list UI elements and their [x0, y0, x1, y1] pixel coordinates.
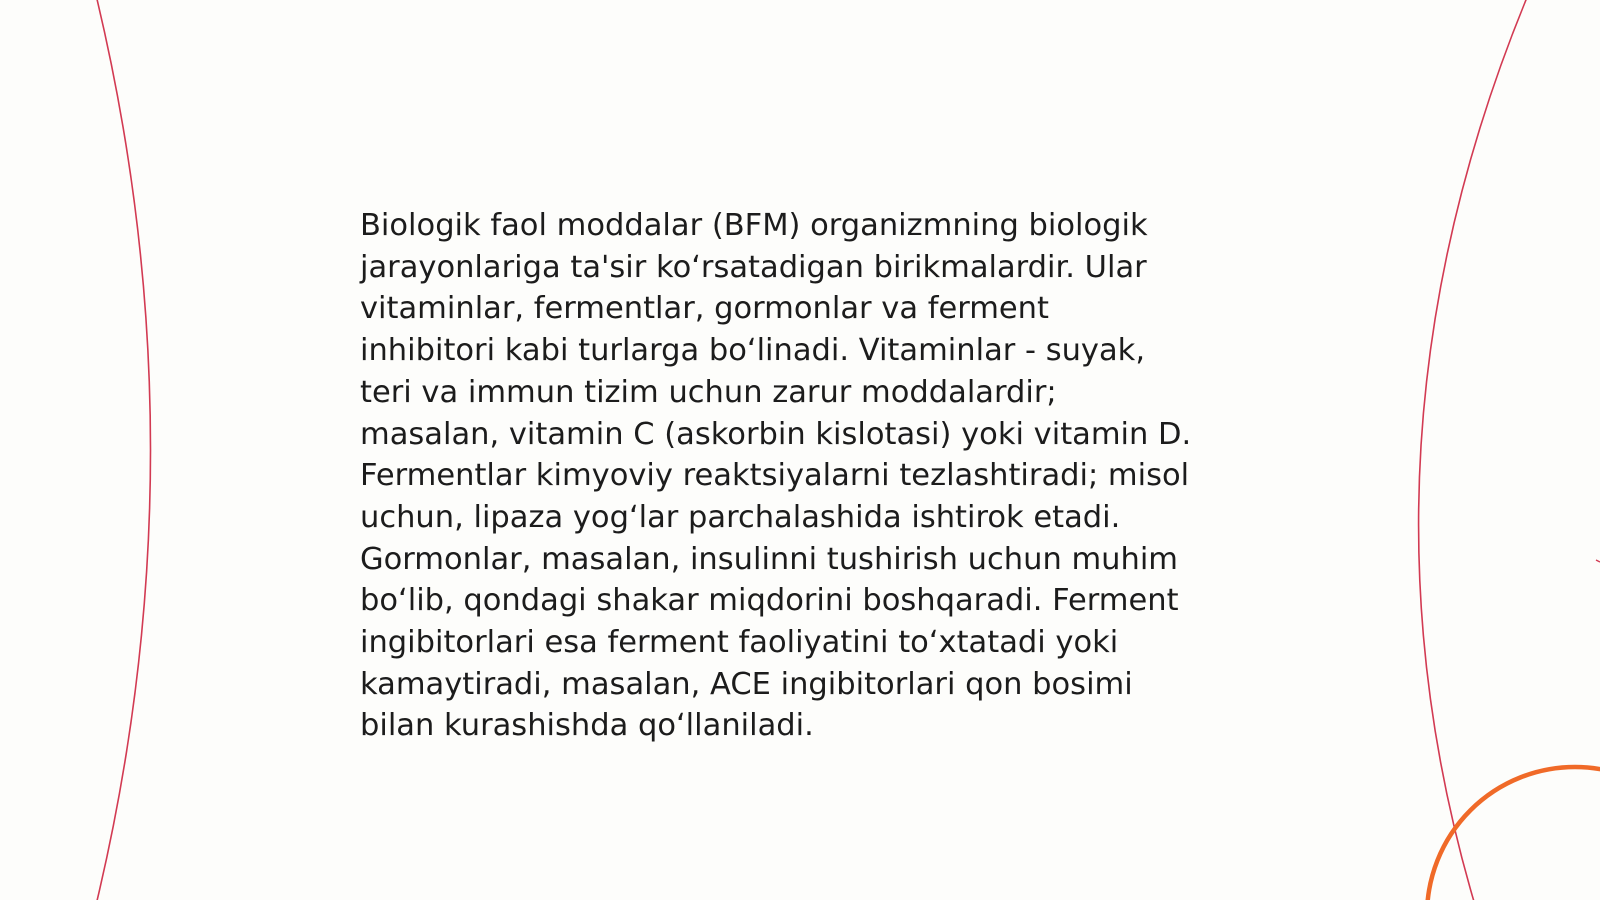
body-line: teri va immun tizim uchun zarur moddalardir;	[360, 374, 1057, 410]
small-arrow-mark	[1596, 560, 1600, 562]
body-paragraph	[360, 205, 1260, 747]
body-line: jarayonlariga ta'sir ko‘rsatadigan birikmalardir. Ular	[360, 249, 1147, 285]
body-line: ingibitorlari esa ferment faoliyatini to‘xtatadi yoki	[360, 625, 1119, 661]
body-line: kamaytiradi, masalan, ACE ingibitorlari qon bosimi	[360, 666, 1133, 702]
orange-circle-outline	[1427, 767, 1600, 900]
right-arc-line	[1419, 0, 1528, 900]
body-line: Biologik faol moddalar (BFM) organizmning biologik	[360, 208, 1148, 243]
body-line: vitaminlar, fermentlar, gormonlar va ferment	[360, 291, 1049, 327]
body-line: inhibitori kabi turlarga bo‘linadi. Vitaminlar - suyak,	[360, 333, 1146, 369]
body-line: Gormonlar, masalan, insulinni tushirish uchun muhim	[360, 541, 1179, 577]
body-line: Fermentlar kimyoviy reaktsiyalarni tezlashtiradi; misol	[360, 458, 1190, 494]
body-line: uchun, lipaza yog‘lar parchalashida ishtirok etadi.	[360, 499, 1121, 535]
left-arc-line	[96, 0, 151, 900]
body-line: bilan kurashishda qo‘llaniladi.	[360, 708, 814, 744]
body-line: masalan, vitamin C (askorbin kislotasi) yoki vitamin D.	[360, 416, 1192, 452]
body-line: bo‘lib, qondagi shakar miqdorini boshqaradi. Ferment	[360, 583, 1179, 619]
